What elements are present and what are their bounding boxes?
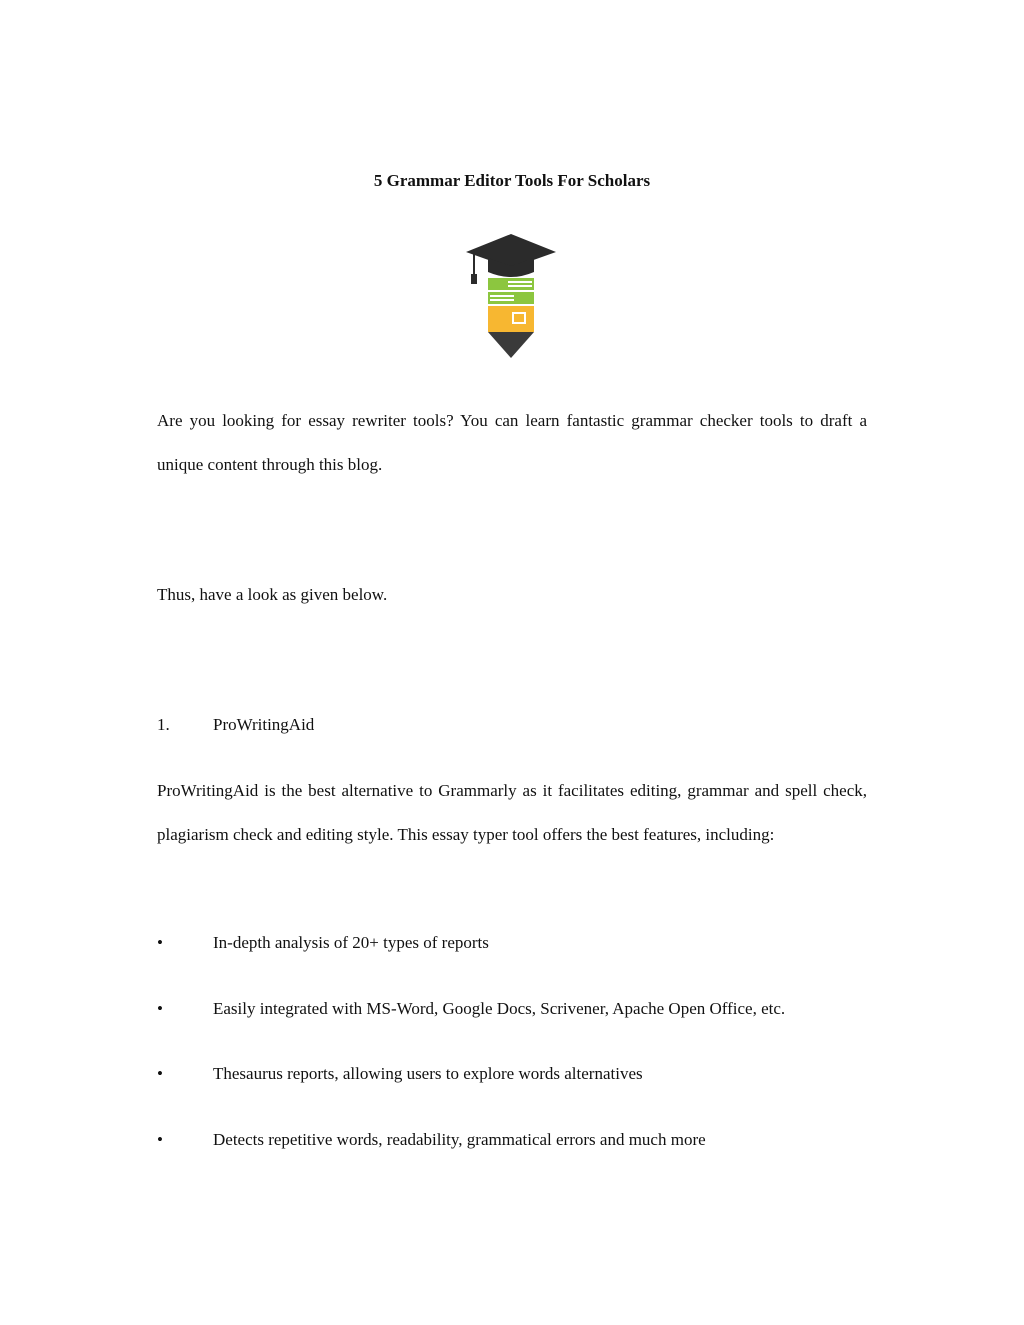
list-item	[157, 921, 867, 965]
section-number: 1.	[157, 715, 170, 734]
section-description: ProWritingAid is the best alternative to Grammarly as it facilitates editing, grammar and spell check, plagiarism check and editing style. This essay typer tool offers the best features, including:	[157, 781, 867, 844]
list-item	[157, 1052, 867, 1096]
bullet-marker: •	[157, 933, 163, 952]
document-title: 5 Grammar Editor Tools For Scholars	[373, 171, 651, 190]
bullet-marker: •	[157, 1064, 163, 1083]
list-item	[157, 987, 867, 1031]
section-title: ProWritingAid	[213, 715, 315, 734]
list-item-text: Detects repetitive words, readability, grammatical errors and much more	[213, 1130, 706, 1149]
list-item-text: Thesaurus reports, allowing users to explore words alternatives	[213, 1064, 643, 1083]
list-item	[157, 1118, 867, 1162]
list-item-text: Easily integrated with MS-Word, Google Docs, Scrivener, Apache Open Office, etc.	[213, 999, 786, 1018]
section-heading	[157, 703, 867, 747]
bullet-marker: •	[157, 999, 163, 1018]
graduation-cap-pencil-icon	[464, 232, 558, 360]
bullet-marker: •	[157, 1130, 163, 1149]
transition-paragraph: Thus, have a look as given below.	[157, 585, 388, 604]
list-item-text: In-depth analysis of 20+ types of reports	[213, 933, 489, 952]
intro-paragraph: Are you looking for essay rewriter tools? You can learn fantastic grammar checker tools to draft a unique content through this blog.	[157, 411, 867, 474]
